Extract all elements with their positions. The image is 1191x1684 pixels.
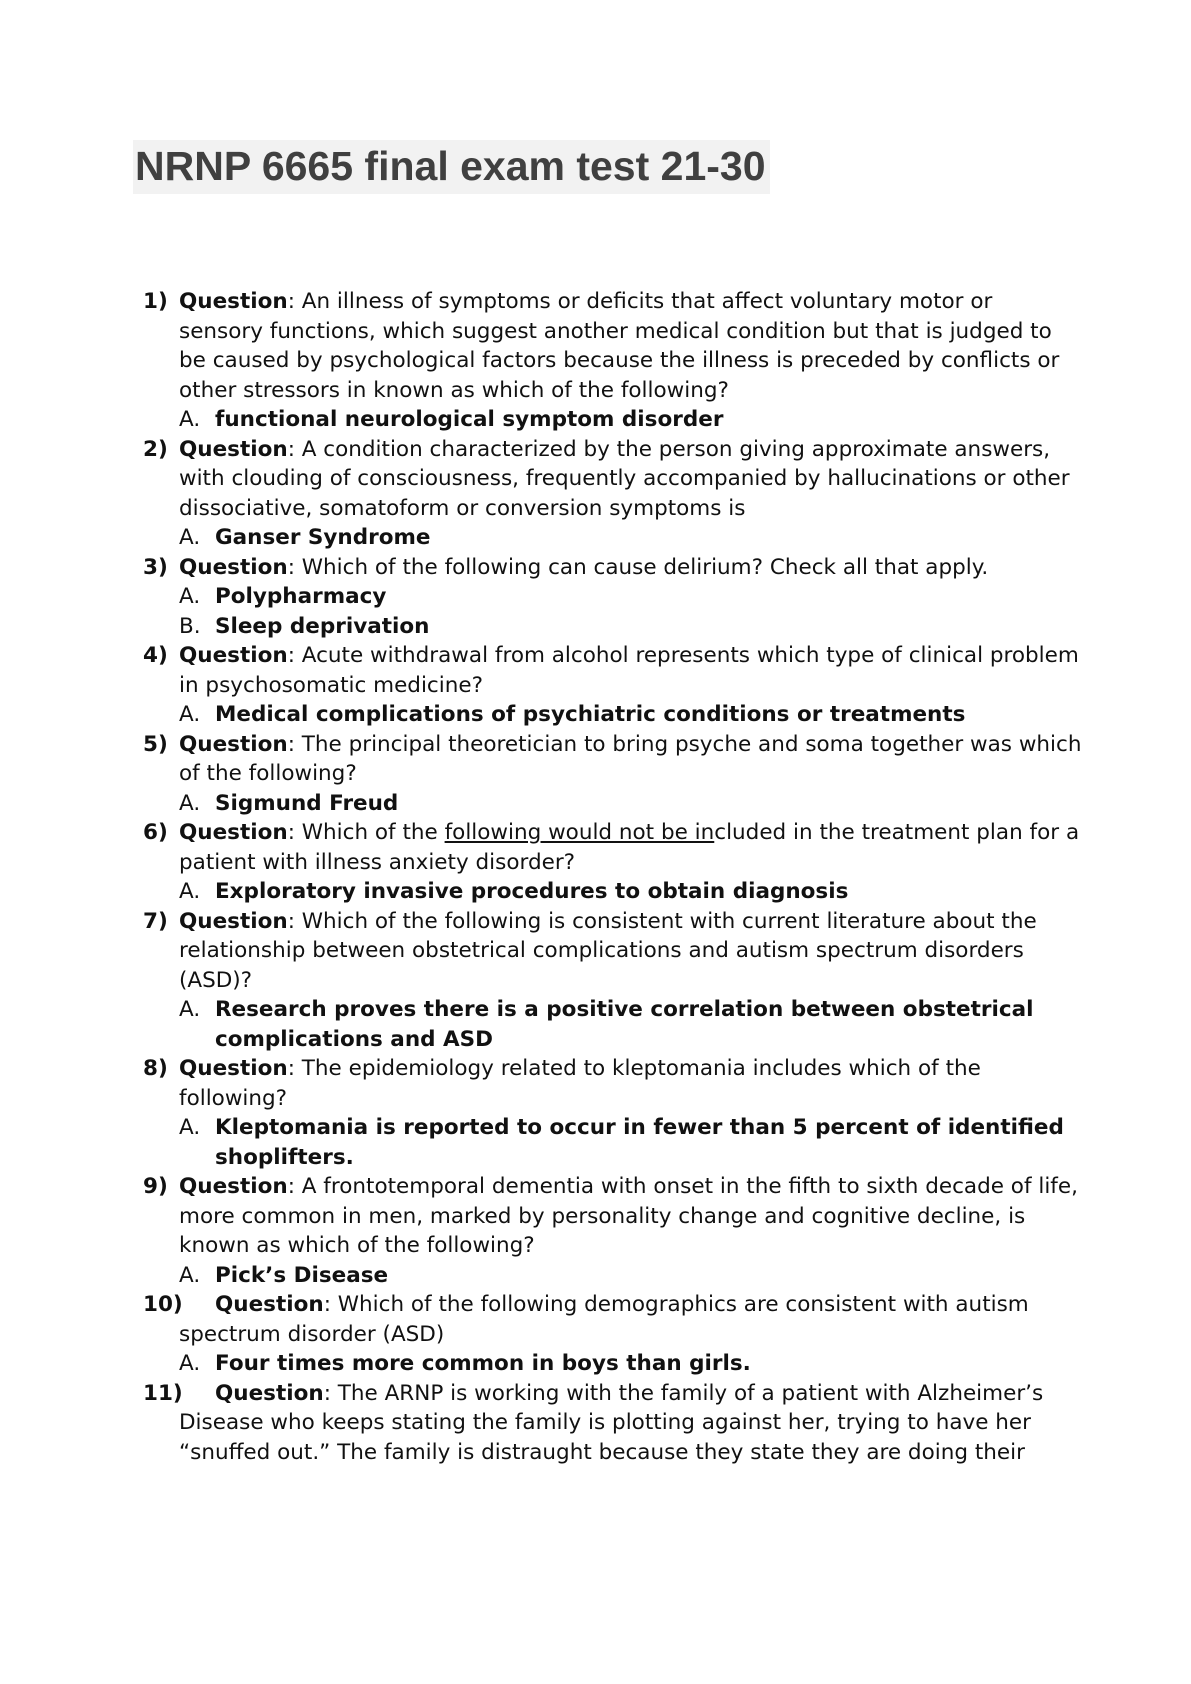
answer-item bbox=[179, 789, 1083, 819]
answer-letter: A. bbox=[179, 1115, 201, 1140]
answer-item bbox=[179, 700, 1083, 730]
question-item bbox=[143, 1054, 1083, 1172]
question-text: : The ARNP is working with the family of a patient with Alzheimer’s Disease who keeps stating the family is plotting against her, trying to have her “snuffed out.” The family is distraught because they state they are doing their bbox=[179, 1380, 1044, 1465]
answer-item bbox=[179, 405, 1083, 435]
question-label: Question bbox=[179, 289, 288, 314]
answer-list bbox=[179, 700, 1083, 730]
question-text: : An illness of symptoms or deficits that affect voluntary motor or sensory functions, which suggest another medical condition but that is judged to be caused by psychological factors because the illness is preceded by conflicts or other stressors in known as which of the following? bbox=[179, 289, 1060, 403]
answer-list bbox=[179, 1261, 1083, 1291]
question-label: Question bbox=[179, 731, 288, 757]
question-text: : Acute withdrawal from alcohol represents which type of clinical problem in psychosomatic medicine? bbox=[179, 643, 1079, 698]
answer-letter: A. bbox=[179, 997, 201, 1022]
question-text-underlined: following would not be in bbox=[444, 820, 715, 845]
answer-text: Pick’s Disease bbox=[215, 1262, 389, 1288]
question-number: 9) bbox=[143, 1174, 168, 1199]
answer-item bbox=[179, 877, 1083, 907]
question-item bbox=[143, 287, 1083, 435]
answer-list bbox=[179, 405, 1083, 435]
question-number: 6) bbox=[143, 820, 168, 845]
question-text: : Which of the following is consistent with current literature about the relationship between obstetrical complications and autism spectrum disorders (ASD)? bbox=[179, 908, 1037, 993]
question-body bbox=[179, 289, 1059, 403]
question-text-end: cluded in the treatment plan for a patient with illness anxiety disorder? bbox=[179, 820, 1080, 875]
question-label: Question bbox=[179, 908, 288, 934]
question-text: : Which of the following demographics are consistent with autism spectrum disorder (ASD) bbox=[179, 1292, 1029, 1347]
question-item bbox=[143, 818, 1083, 907]
answer-text: Kleptomania is reported to occur in fewer than 5 percent of identified shoplifters. bbox=[215, 1115, 1064, 1170]
question-label: Question bbox=[215, 1380, 324, 1406]
question-number: 10) bbox=[143, 1292, 183, 1317]
question-body bbox=[179, 437, 1070, 521]
answer-item bbox=[179, 582, 1083, 612]
answer-list bbox=[179, 877, 1083, 907]
question-item bbox=[143, 641, 1083, 730]
question-item bbox=[143, 1172, 1083, 1290]
answer-letter: A. bbox=[179, 1262, 201, 1288]
answer-text: Exploratory invasive procedures to obtain diagnosis bbox=[215, 879, 849, 904]
document-title: NRNP 6665 final exam test 21-30 bbox=[133, 140, 770, 194]
question-item bbox=[143, 435, 1083, 553]
question-number: 2) bbox=[143, 436, 168, 462]
answer-item bbox=[179, 612, 1083, 642]
answer-list bbox=[179, 1349, 1083, 1379]
answer-letter: A. bbox=[179, 584, 201, 609]
answer-text: Research proves there is a positive correlation between obstetrical complications and ASD bbox=[215, 997, 1034, 1052]
answer-list bbox=[179, 995, 1083, 1054]
question-body bbox=[179, 820, 1079, 875]
question-body bbox=[179, 1056, 981, 1111]
answer-list bbox=[179, 1113, 1083, 1172]
answer-list bbox=[179, 789, 1083, 819]
question-text: : The principal theoretician to bring psyche and soma together was which of the following? bbox=[179, 731, 1082, 786]
answer-letter: A. bbox=[179, 1351, 201, 1376]
question-item bbox=[143, 907, 1083, 1055]
question-number: 11) bbox=[143, 1380, 183, 1406]
question-text: : Which of the following can cause delirium? Check all that apply. bbox=[287, 554, 989, 580]
question-text: : The epidemiology related to kleptomania includes which of the following? bbox=[179, 1056, 981, 1111]
question-body bbox=[179, 555, 988, 580]
answer-item bbox=[179, 995, 1083, 1054]
answer-letter: A. bbox=[179, 879, 201, 904]
question-label: Question bbox=[215, 1292, 324, 1317]
question-text: : A condition characterized by the person giving approximate answers, with clouding of consciousness, frequently accompanied by hallucinations or other dissociative, somatoform or conversion symptoms is bbox=[179, 436, 1070, 521]
answer-letter: A. bbox=[179, 407, 201, 432]
answer-text: Sleep deprivation bbox=[215, 613, 430, 639]
question-text-start: : Which of the bbox=[287, 820, 445, 845]
question-text: : A frontotemporal dementia with onset in the fifth to sixth decade of life, more common in men, marked by personality change and cognitive decline, is known as which of the following? bbox=[179, 1174, 1078, 1258]
question-body bbox=[179, 1292, 1029, 1347]
answer-list bbox=[179, 523, 1083, 553]
answer-item bbox=[179, 523, 1083, 553]
question-number: 4) bbox=[143, 643, 168, 668]
answer-letter: A. bbox=[179, 702, 201, 727]
question-label: Question bbox=[179, 820, 288, 845]
answer-text: Polypharmacy bbox=[215, 584, 387, 609]
question-list bbox=[143, 287, 1083, 1467]
question-number: 7) bbox=[143, 908, 168, 934]
answer-text: Four times more common in boys than girls. bbox=[215, 1351, 751, 1376]
question-item bbox=[143, 1379, 1083, 1468]
answer-item bbox=[179, 1349, 1083, 1379]
question-label: Question bbox=[179, 643, 288, 668]
question-number: 8) bbox=[143, 1056, 168, 1081]
answer-list bbox=[179, 582, 1083, 641]
question-label: Question bbox=[179, 1174, 288, 1199]
question-label: Question bbox=[179, 436, 288, 462]
question-body bbox=[179, 1381, 1043, 1465]
question-item bbox=[143, 1290, 1083, 1379]
answer-letter: A. bbox=[179, 790, 201, 816]
answer-text: Ganser Syndrome bbox=[215, 525, 431, 550]
question-body bbox=[179, 909, 1037, 993]
answer-item bbox=[179, 1113, 1083, 1172]
question-number: 1) bbox=[143, 289, 168, 314]
answer-text: Medical complications of psychiatric conditions or treatments bbox=[215, 702, 966, 727]
answer-text: Sigmund Freud bbox=[215, 790, 399, 816]
question-body bbox=[179, 643, 1079, 698]
question-body bbox=[179, 732, 1081, 787]
question-number: 5) bbox=[143, 731, 168, 757]
answer-letter: B. bbox=[179, 613, 201, 639]
answer-text: functional neurological symptom disorder bbox=[215, 407, 724, 432]
question-body bbox=[179, 1174, 1078, 1258]
answer-letter: A. bbox=[179, 525, 201, 550]
question-item bbox=[143, 730, 1083, 819]
answer-item bbox=[179, 1261, 1083, 1291]
question-item bbox=[143, 553, 1083, 642]
question-label: Question bbox=[179, 1056, 288, 1081]
question-label: Question bbox=[179, 554, 288, 580]
question-number: 3) bbox=[143, 554, 168, 580]
